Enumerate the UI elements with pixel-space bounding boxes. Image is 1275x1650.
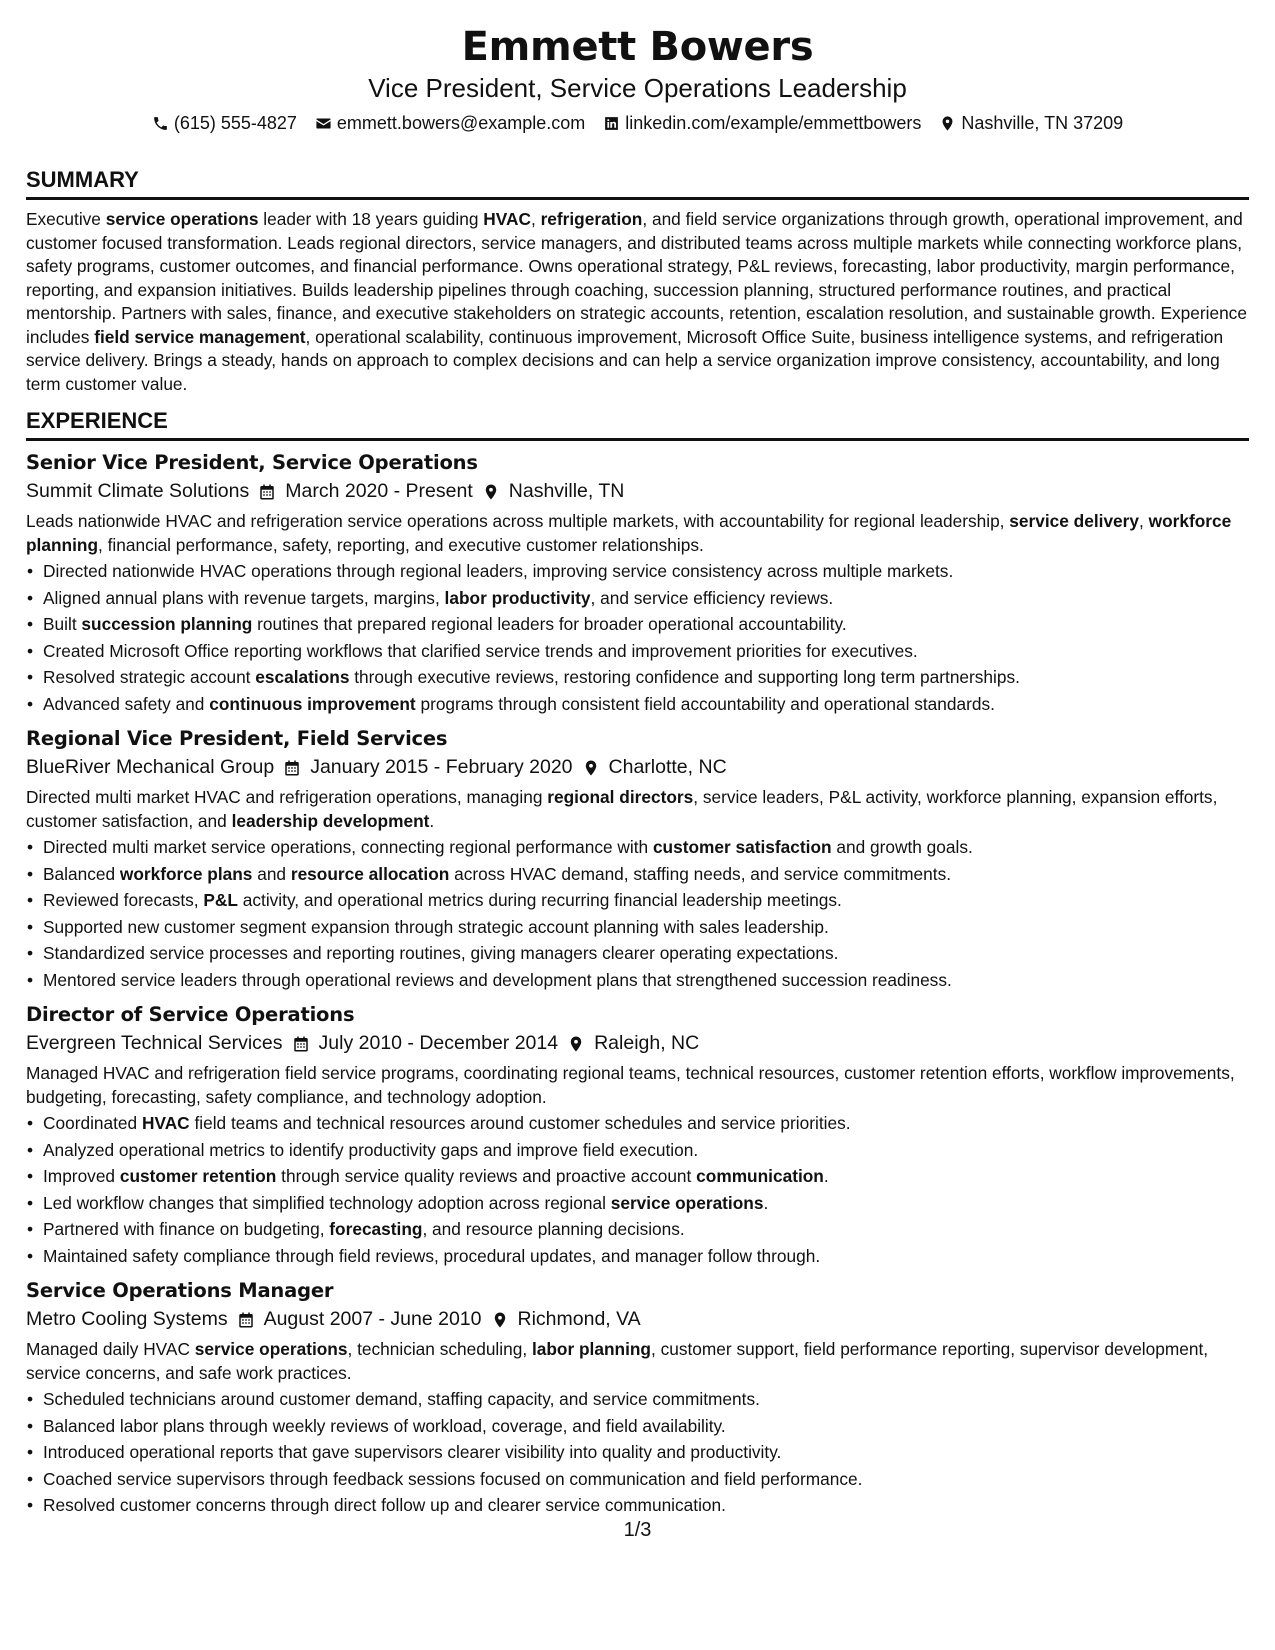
job-location: Charlotte, NC xyxy=(608,756,727,778)
bold-keyword: P&L xyxy=(203,890,238,910)
text-segment: Mentored service leaders through operational reviews and development plans that strengthened succession readiness. xyxy=(43,969,952,990)
resume-header xyxy=(26,22,1249,136)
job-description xyxy=(26,1338,1249,1385)
text-segment: Leads nationwide HVAC and refrigeration service operations across multiple markets, with accountability for regional leadership, xyxy=(26,511,1010,531)
job-description xyxy=(26,786,1249,833)
list-item xyxy=(26,611,1249,638)
job-location: Richmond, VA xyxy=(517,1308,641,1330)
job-dates: August 2007 - June 2010 xyxy=(263,1308,482,1330)
bold-keyword: customer satisfaction xyxy=(652,837,832,857)
text-segment: , and resource planning decisions. xyxy=(422,1219,685,1239)
job-title: Service Operations Manager xyxy=(26,1279,334,1302)
job-description xyxy=(26,510,1249,557)
text-segment: Maintained safety compliance through field reviews, procedural updates, and manager follow through. xyxy=(43,1245,821,1266)
bold-keyword: labor planning xyxy=(531,1339,651,1359)
text-segment: through executive reviews, restoring confidence and supporting long term partnerships. xyxy=(349,667,1020,687)
contact-bar xyxy=(26,110,1249,136)
text-segment: Managed HVAC and refrigeration field service programs, coordinating regional teams, technical resources, customer retention efforts, workflow improvements, budgeting, forecasting, safety compliance, and technology adoption. xyxy=(26,1063,1235,1107)
list-item xyxy=(26,664,1249,691)
job-bullets xyxy=(26,1110,1249,1269)
calendar-icon xyxy=(258,483,276,501)
candidate-name: Emmett Bowers xyxy=(461,24,814,70)
bold-keyword: regional directors xyxy=(547,787,694,807)
bold-keyword: escalations xyxy=(255,667,350,687)
text-segment: Resolved customer concerns through direct follow up and clearer service communication. xyxy=(43,1495,726,1515)
text-segment: through service quality reviews and proactive account xyxy=(276,1166,697,1186)
text-segment: Managed daily HVAC xyxy=(26,1339,195,1359)
job-entry xyxy=(26,449,1249,717)
text-segment: , financial performance, safety, reporting, and executive customer relationships. xyxy=(98,534,704,555)
text-segment: Resolved strategic account xyxy=(43,667,256,687)
company-name: Metro Cooling Systems xyxy=(26,1308,228,1330)
location-text: Nashville, TN 37209 xyxy=(961,113,1124,133)
job-description xyxy=(26,1062,1249,1109)
bold-keyword: forecasting xyxy=(329,1219,423,1239)
text-segment: Coordinated xyxy=(43,1113,142,1133)
bold-keyword: service operations xyxy=(105,209,259,229)
text-segment: Balanced xyxy=(43,863,120,884)
text-segment: Scheduled technicians around customer demand, staffing capacity, and service commitments. xyxy=(43,1389,760,1409)
contact-phone xyxy=(152,110,297,136)
experience-list xyxy=(26,449,1249,1519)
linkedin-icon xyxy=(603,115,620,132)
list-item xyxy=(26,1163,1249,1190)
calendar-icon xyxy=(237,1311,255,1329)
list-item xyxy=(26,1492,1249,1519)
job-location: Raleigh, NC xyxy=(594,1032,700,1054)
job-dates: March 2020 - Present xyxy=(285,480,473,502)
calendar-icon xyxy=(283,759,301,777)
text-segment: Aligned annual plans with revenue targets, margins, xyxy=(43,587,445,608)
list-item xyxy=(26,940,1249,967)
text-segment: , operational scalability, continuous improvement, Microsoft Office Suite, business intelligence systems, and refrigeration service delivery. Brings a steady, hands on approach to complex decisions and can help a service organization improve consistency, accountability, and long term customer value. xyxy=(26,326,1224,394)
job-entry xyxy=(26,1001,1249,1269)
summary-text xyxy=(26,208,1249,396)
text-segment: . xyxy=(429,810,435,831)
map-pin-icon xyxy=(491,1311,509,1329)
list-item xyxy=(26,585,1249,612)
bold-keyword: leadership development xyxy=(231,810,430,831)
job-title: Regional Vice President, Field Services xyxy=(26,727,448,750)
job-title: Director of Service Operations xyxy=(26,1003,355,1026)
text-segment: Improved xyxy=(43,1166,120,1186)
bold-keyword: continuous improvement xyxy=(209,693,416,714)
list-item xyxy=(26,887,1249,914)
bold-keyword: communication xyxy=(696,1166,824,1186)
bold-keyword: refrigeration xyxy=(540,209,643,229)
job-meta xyxy=(26,753,1249,782)
map-pin-icon xyxy=(567,1035,585,1053)
text-segment: and growth goals. xyxy=(831,837,973,857)
phone-icon xyxy=(152,115,169,132)
list-item xyxy=(26,1137,1249,1164)
calendar-icon xyxy=(292,1035,310,1053)
text-segment: Directed multi market HVAC and refrigeration operations, managing xyxy=(26,787,548,807)
text-segment: , and service efficiency reviews. xyxy=(590,587,834,608)
text-segment: , customer support, field performance reporting, supervisor development, service concerns, and safe work practices. xyxy=(26,1339,1209,1383)
bold-keyword: service operations xyxy=(194,1339,348,1359)
list-item xyxy=(26,691,1249,718)
job-title: Senior Vice President, Service Operations xyxy=(26,451,478,474)
text-segment: Advanced safety and xyxy=(43,693,210,714)
list-item xyxy=(26,1216,1249,1243)
job-bullets xyxy=(26,558,1249,717)
envelope-icon xyxy=(315,115,332,132)
list-item xyxy=(26,1466,1249,1493)
text-segment: , xyxy=(1139,511,1149,531)
text-segment: Led workflow changes that simplified technology adoption across regional xyxy=(43,1192,611,1213)
bold-keyword: workforce planning xyxy=(26,511,1232,555)
job-dates: January 2015 - February 2020 xyxy=(310,756,573,778)
bold-keyword: field service management xyxy=(94,326,306,347)
bold-keyword: HVAC xyxy=(483,209,531,229)
list-item xyxy=(26,1243,1249,1270)
list-item xyxy=(26,967,1249,994)
bold-keyword: resource allocation xyxy=(290,863,450,884)
text-segment: Partnered with finance on budgeting, xyxy=(43,1219,330,1239)
company-name: Summit Climate Solutions xyxy=(26,480,250,502)
text-segment: field teams and technical resources around customer schedules and service priorities. xyxy=(189,1113,851,1133)
text-segment: , and field service organizations through growth, operational improvement, and customer focused transformation. Leads regional directors, service managers, and distributed teams across multiple markets while connecting workforce plans, safety programs, customer outcomes, and financial performance. Owns operational strategy, P&L reviews, forecasting, labor productivity, margin performance, reporting, and expansion initiatives. Builds leadership pipelines through coaching, succession planning, structured performance routines, and practical mentorship. Partners with sales, finance, and executive stakeholders on strategic accounts, retention, escalation resolution, and sustainable growth. Experience includes xyxy=(26,209,1247,347)
job-meta xyxy=(26,1029,1249,1058)
text-segment: Directed nationwide HVAC operations through regional leaders, improving service consistency across multiple markets. xyxy=(43,561,954,581)
contact-linkedin[interactable] xyxy=(603,110,921,136)
bold-keyword: HVAC xyxy=(141,1113,190,1133)
text-segment: across HVAC demand, staffing needs, and service commitments. xyxy=(449,863,952,884)
list-item xyxy=(26,1190,1249,1217)
text-segment: Supported new customer segment expansion through strategic account planning with sales leadership. xyxy=(43,916,829,937)
company-name: BlueRiver Mechanical Group xyxy=(26,756,275,778)
contact-location xyxy=(939,110,1123,136)
job-dates: July 2010 - December 2014 xyxy=(318,1032,559,1054)
text-segment: Directed multi market service operations, connecting regional performance with xyxy=(43,837,653,857)
text-segment: Introduced operational reports that gave supervisors clearer visibility into quality and productivity. xyxy=(43,1442,782,1462)
bold-keyword: service operations xyxy=(610,1192,764,1213)
text-segment: routines that prepared regional leaders for broader operational accountability. xyxy=(252,614,847,634)
bold-keyword: succession planning xyxy=(81,614,253,634)
text-segment: leader with 18 years guiding xyxy=(258,209,484,229)
job-bullets xyxy=(26,1386,1249,1519)
list-item xyxy=(26,638,1249,665)
text-segment: . xyxy=(823,1166,829,1186)
linkedin-text: linkedin.com/example/emmettbowers xyxy=(625,113,922,133)
map-pin-icon xyxy=(939,115,956,132)
text-segment: activity, and operational metrics during recurring financial leadership meetings. xyxy=(237,890,842,910)
contact-email[interactable] xyxy=(315,110,585,136)
email-text: emmett.bowers@example.com xyxy=(336,113,586,133)
text-segment: Balanced labor plans through weekly reviews of workload, coverage, and field availability. xyxy=(43,1415,726,1436)
text-segment: Built xyxy=(43,614,82,634)
list-item xyxy=(26,1386,1249,1413)
map-pin-icon xyxy=(482,483,500,501)
text-segment: , xyxy=(530,209,541,229)
list-item xyxy=(26,1413,1249,1440)
job-location: Nashville, TN xyxy=(508,480,625,502)
experience-heading: EXPERIENCE xyxy=(26,407,1249,441)
text-segment: , service leaders, P&L activity, workforce planning, expansion efforts, customer satisfaction, and xyxy=(26,787,1218,831)
list-item xyxy=(26,834,1249,861)
candidate-headline: Vice President, Service Operations Leadership xyxy=(368,73,907,103)
summary-heading: SUMMARY xyxy=(26,166,1249,200)
bold-keyword: customer retention xyxy=(119,1166,277,1186)
job-meta xyxy=(26,477,1249,506)
text-segment: programs through consistent field accountability and operational standards. xyxy=(415,693,995,714)
list-item xyxy=(26,861,1249,888)
job-meta xyxy=(26,1305,1249,1334)
text-segment: Executive xyxy=(26,209,106,229)
list-item xyxy=(26,1439,1249,1466)
text-segment: . xyxy=(763,1192,769,1213)
list-item xyxy=(26,914,1249,941)
list-item xyxy=(26,558,1249,585)
page-number: 1/3 xyxy=(623,1519,652,1541)
bold-keyword: labor productivity xyxy=(444,587,591,608)
text-segment: Analyzed operational metrics to identify productivity gaps and improve field execution. xyxy=(43,1139,699,1160)
phone-text: (615) 555-4827 xyxy=(173,113,297,133)
text-segment: and xyxy=(252,863,291,884)
map-pin-icon xyxy=(582,759,600,777)
job-bullets xyxy=(26,834,1249,993)
text-segment: Created Microsoft Office reporting workflows that clarified service trends and improvement priorities for executives. xyxy=(43,640,918,661)
company-name: Evergreen Technical Services xyxy=(26,1032,283,1054)
list-item xyxy=(26,1110,1249,1137)
text-segment: , technician scheduling, xyxy=(347,1339,532,1359)
text-segment: Coached service supervisors through feedback sessions focused on communication and field performance. xyxy=(43,1468,863,1489)
bold-keyword: service delivery xyxy=(1009,511,1140,531)
bold-keyword: workforce plans xyxy=(119,863,253,884)
text-segment: Reviewed forecasts, xyxy=(43,890,204,910)
job-entry xyxy=(26,1277,1249,1519)
text-segment: Standardized service processes and reporting routines, giving managers clearer operating expectations. xyxy=(43,943,839,963)
job-entry xyxy=(26,725,1249,993)
